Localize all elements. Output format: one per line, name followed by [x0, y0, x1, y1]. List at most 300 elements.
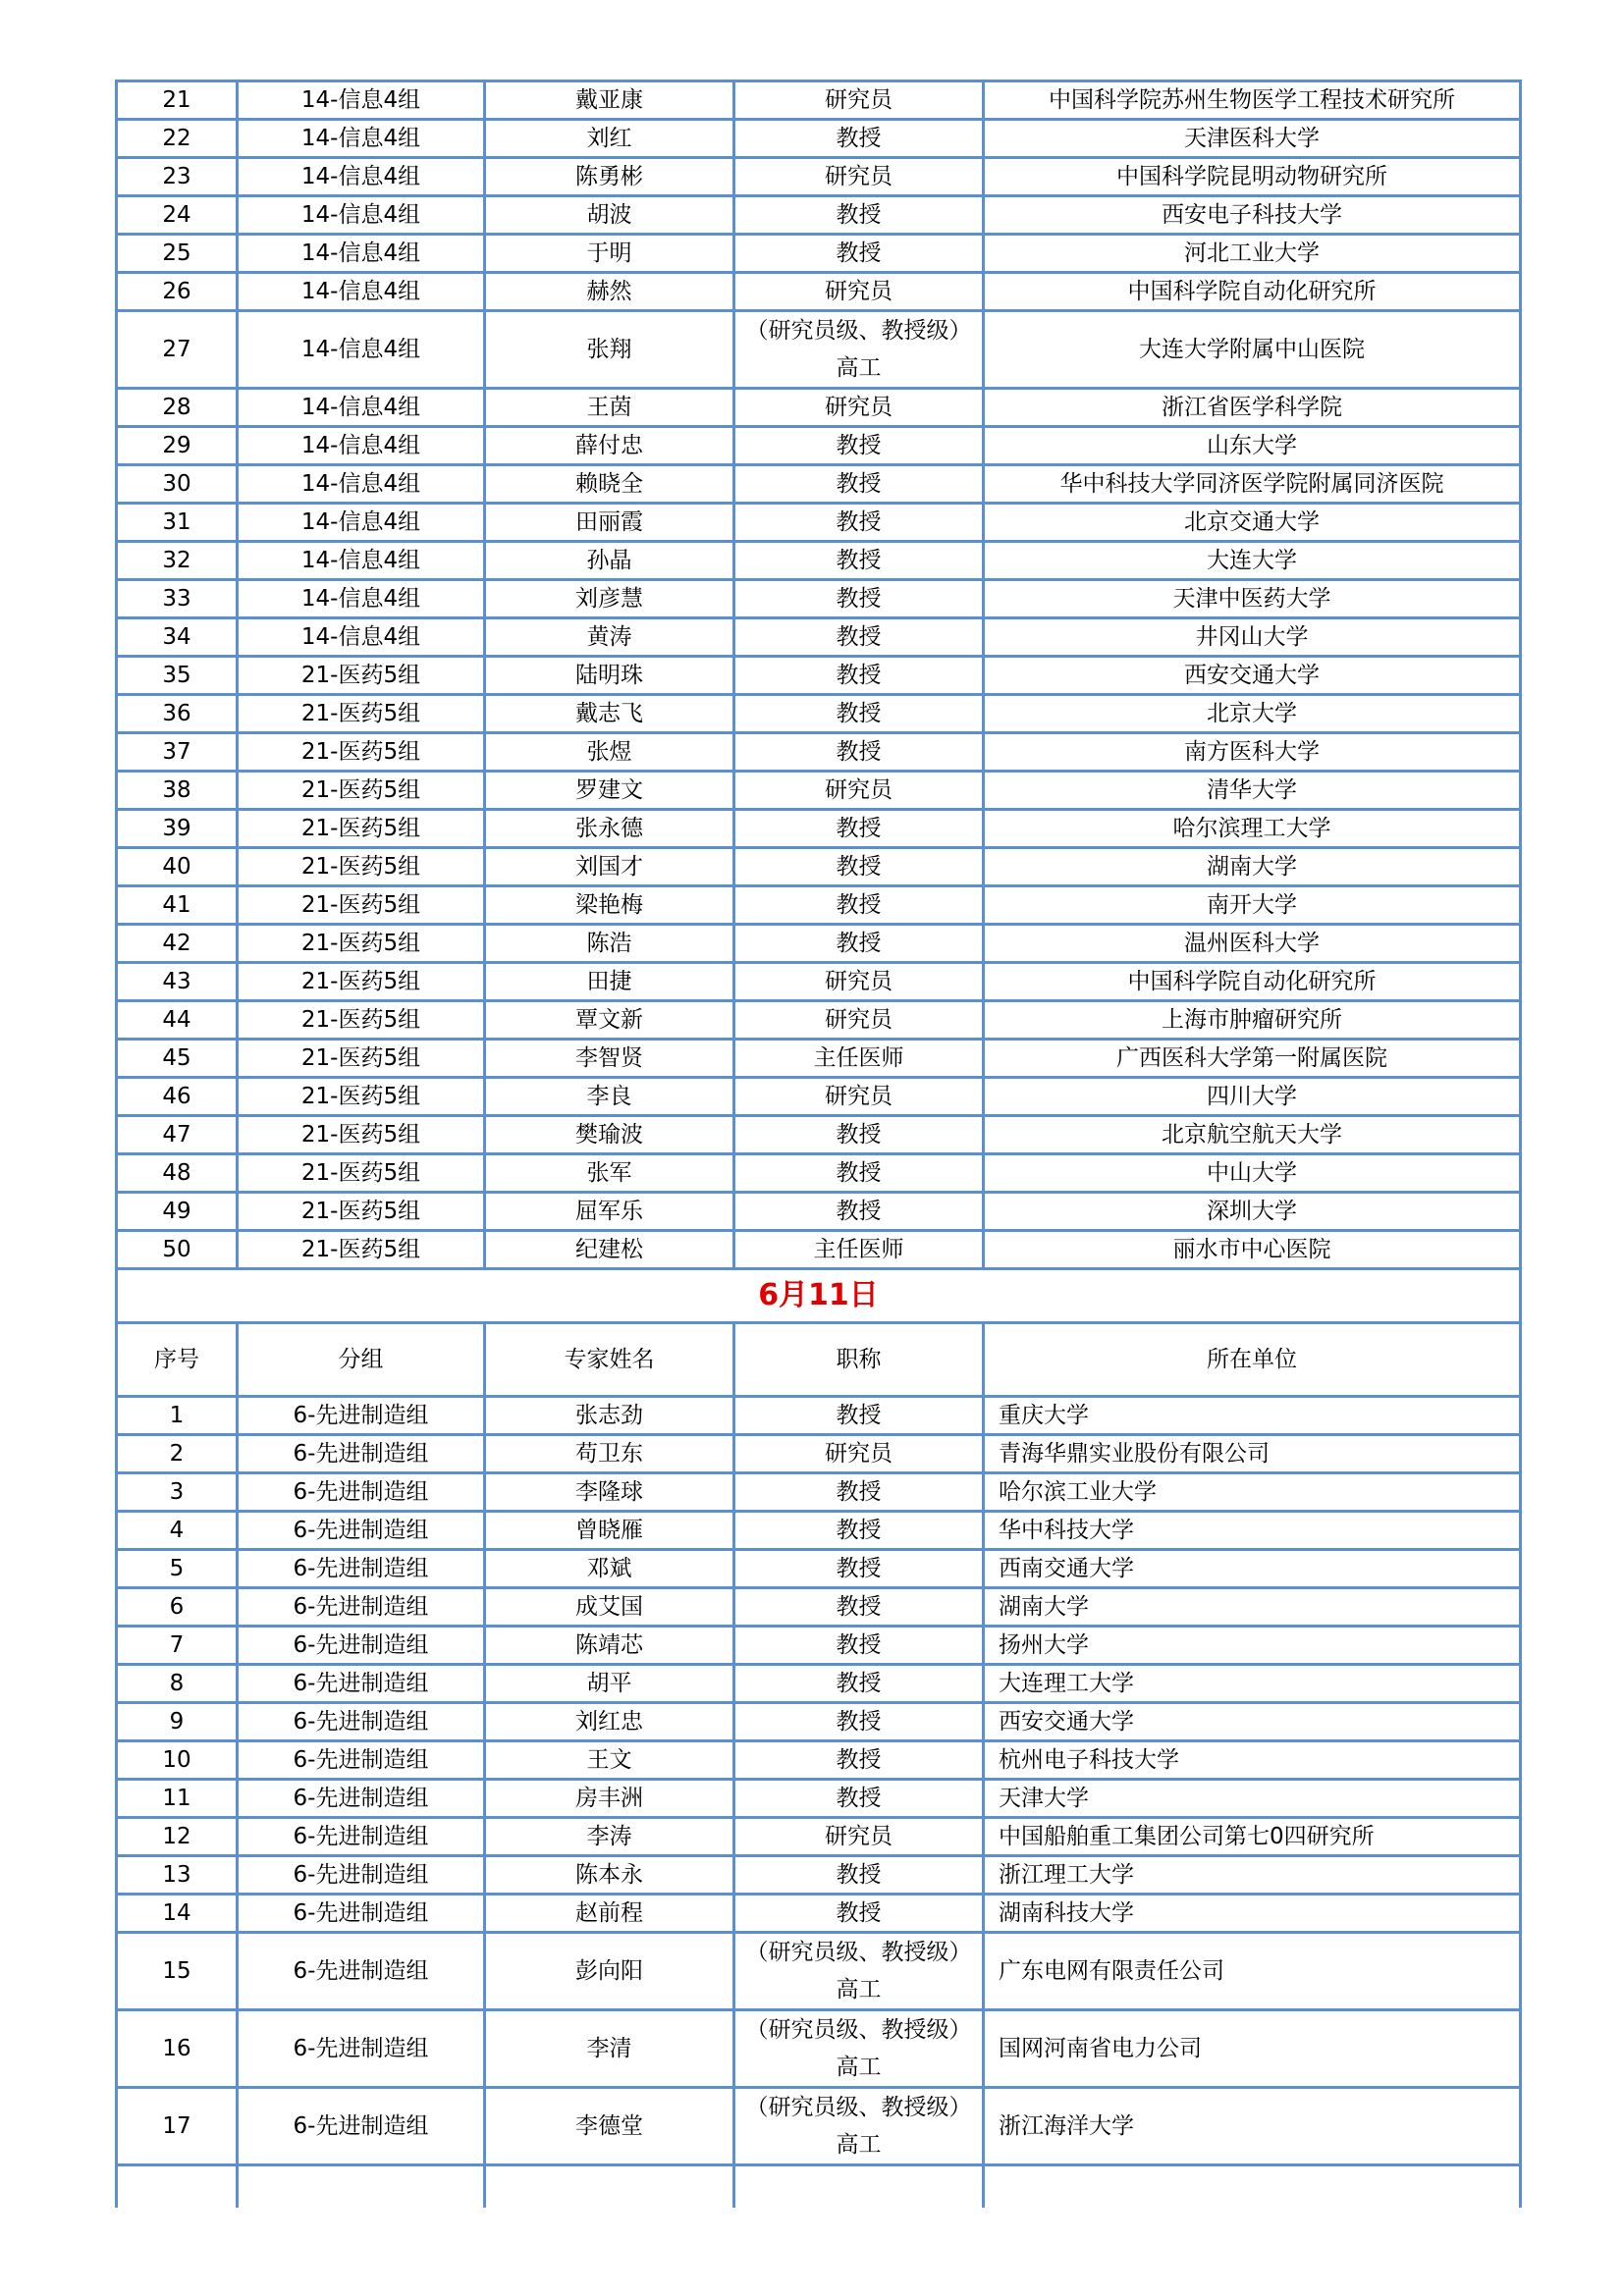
- cell-unit: 清华大学: [984, 772, 1521, 810]
- cell-no: 3: [117, 1473, 238, 1512]
- empty-cell: [984, 2165, 1521, 2209]
- cell-no: 17: [117, 2088, 238, 2165]
- table-row: [117, 1040, 1521, 1078]
- cell-name: 王文: [485, 1741, 734, 1780]
- cell-no: 45: [117, 1040, 238, 1078]
- cell-no: 25: [117, 235, 238, 273]
- cell-title: 教授: [734, 1627, 984, 1665]
- cell-title: 教授: [734, 1895, 984, 1933]
- cell-no: 47: [117, 1116, 238, 1154]
- cell-unit: 大连大学: [984, 542, 1521, 580]
- expert-list-table-container: [115, 80, 1519, 2208]
- date-section: [117, 1269, 1521, 1397]
- cell-name: 刘红: [485, 120, 734, 158]
- table-row: [117, 81, 1521, 120]
- cell-name: 李智贤: [485, 1040, 734, 1078]
- table-row: [117, 465, 1521, 504]
- cell-title: 研究员: [734, 81, 984, 120]
- cell-title: 教授: [734, 504, 984, 542]
- cell-title: 教授: [734, 1473, 984, 1512]
- cell-name: 李良: [485, 1078, 734, 1116]
- table-row: [117, 273, 1521, 311]
- table-row: [117, 1588, 1521, 1627]
- cell-title: 教授: [734, 618, 984, 657]
- cell-no: 44: [117, 1001, 238, 1040]
- cell-no: 43: [117, 963, 238, 1001]
- table-row: [117, 1001, 1521, 1040]
- cell-no: 38: [117, 772, 238, 810]
- cell-unit: 温州医科大学: [984, 925, 1521, 963]
- cell-unit: 西安交通大学: [984, 1703, 1521, 1741]
- cell-no: 48: [117, 1154, 238, 1193]
- cell-name: 陈勇彬: [485, 158, 734, 196]
- cell-no: 8: [117, 1665, 238, 1703]
- cell-group: 14-信息4组: [238, 618, 485, 657]
- header-title: 职称: [734, 1323, 984, 1397]
- table-row: [117, 504, 1521, 542]
- cell-name: 黄涛: [485, 618, 734, 657]
- cell-group: 21-医药5组: [238, 1231, 485, 1269]
- table-row: [117, 427, 1521, 465]
- table-row: [117, 311, 1521, 389]
- cell-group: 21-医药5组: [238, 886, 485, 925]
- cell-unit: 广东电网有限责任公司: [984, 1933, 1521, 2010]
- table-row: [117, 618, 1521, 657]
- cell-name: 纪建松: [485, 1231, 734, 1269]
- cell-unit: 四川大学: [984, 1078, 1521, 1116]
- empty-cell: [117, 2165, 238, 2209]
- cell-group: 6-先进制造组: [238, 1818, 485, 1856]
- cell-group: 6-先进制造组: [238, 1933, 485, 2010]
- cell-name: 樊瑜波: [485, 1116, 734, 1154]
- cell-unit: 北京大学: [984, 695, 1521, 733]
- cell-group: 21-医药5组: [238, 848, 485, 886]
- cell-unit: 深圳大学: [984, 1193, 1521, 1231]
- table-row: [117, 848, 1521, 886]
- cell-unit: 大连理工大学: [984, 1665, 1521, 1703]
- table-row: [117, 1078, 1521, 1116]
- cell-group: 14-信息4组: [238, 81, 485, 120]
- cell-no: 21: [117, 81, 238, 120]
- cell-no: 10: [117, 1741, 238, 1780]
- cell-no: 16: [117, 2010, 238, 2088]
- cell-unit: 浙江海洋大学: [984, 2088, 1521, 2165]
- cell-group: 14-信息4组: [238, 311, 485, 389]
- cell-no: 9: [117, 1703, 238, 1741]
- cell-unit: 湖南科技大学: [984, 1895, 1521, 1933]
- cell-title: 教授: [734, 733, 984, 772]
- cell-unit: 湖南大学: [984, 848, 1521, 886]
- section-1-body: [117, 81, 1521, 1269]
- table-row: [117, 1665, 1521, 1703]
- cell-group: 6-先进制造组: [238, 2088, 485, 2165]
- table-row: [117, 1550, 1521, 1588]
- cell-group: 6-先进制造组: [238, 1588, 485, 1627]
- cell-title: 教授: [734, 465, 984, 504]
- cell-name: 房丰洲: [485, 1780, 734, 1818]
- cell-group: 14-信息4组: [238, 580, 485, 618]
- cell-unit: 中国科学院昆明动物研究所: [984, 158, 1521, 196]
- cell-group: 14-信息4组: [238, 465, 485, 504]
- cell-no: 33: [117, 580, 238, 618]
- cell-title: 教授: [734, 196, 984, 235]
- cell-title: （研究员级、教授级）高工: [734, 311, 984, 389]
- cell-name: 孙晶: [485, 542, 734, 580]
- cell-title: 教授: [734, 1154, 984, 1193]
- cell-title: 教授: [734, 810, 984, 848]
- cell-unit: 井冈山大学: [984, 618, 1521, 657]
- cell-name: 于明: [485, 235, 734, 273]
- cell-title: 教授: [734, 1856, 984, 1895]
- cell-title: 教授: [734, 1588, 984, 1627]
- cell-group: 21-医药5组: [238, 925, 485, 963]
- cell-no: 34: [117, 618, 238, 657]
- cell-unit: 国网河南省电力公司: [984, 2010, 1521, 2088]
- cell-group: 6-先进制造组: [238, 1895, 485, 1933]
- cell-group: 21-医药5组: [238, 1116, 485, 1154]
- cell-title: 教授: [734, 542, 984, 580]
- cell-title: 教授: [734, 1116, 984, 1154]
- cell-title: 教授: [734, 580, 984, 618]
- cell-group: 21-医药5组: [238, 772, 485, 810]
- cell-title: 教授: [734, 695, 984, 733]
- cell-no: 2: [117, 1435, 238, 1473]
- cell-name: 成艾国: [485, 1588, 734, 1627]
- expert-list-table: [115, 80, 1522, 2208]
- cell-unit: 上海市肿瘤研究所: [984, 1001, 1521, 1040]
- cell-name: 张翔: [485, 311, 734, 389]
- cell-no: 15: [117, 1933, 238, 2010]
- cell-name: 李清: [485, 2010, 734, 2088]
- cell-title: 教授: [734, 1780, 984, 1818]
- cell-name: 邓斌: [485, 1550, 734, 1588]
- header-row: [117, 1323, 1521, 1397]
- cell-group: 6-先进制造组: [238, 1856, 485, 1895]
- cell-no: 46: [117, 1078, 238, 1116]
- cell-title: 主任医师: [734, 1231, 984, 1269]
- cell-unit: 北京交通大学: [984, 504, 1521, 542]
- cell-group: 21-医药5组: [238, 1040, 485, 1078]
- cell-no: 37: [117, 733, 238, 772]
- cell-title: 教授: [734, 1193, 984, 1231]
- cell-unit: 丽水市中心医院: [984, 1231, 1521, 1269]
- tail-section: [117, 2165, 1521, 2209]
- cell-group: 21-医药5组: [238, 1193, 485, 1231]
- cell-group: 21-医药5组: [238, 657, 485, 695]
- cell-group: 14-信息4组: [238, 196, 485, 235]
- cell-unit: 天津大学: [984, 1780, 1521, 1818]
- cell-unit: 中国科学院苏州生物医学工程技术研究所: [984, 81, 1521, 120]
- cell-title: 研究员: [734, 772, 984, 810]
- cell-no: 28: [117, 389, 238, 427]
- table-row: [117, 2010, 1521, 2088]
- table-row: [117, 1856, 1521, 1895]
- cell-name: 苟卫东: [485, 1435, 734, 1473]
- table-row: [117, 2088, 1521, 2165]
- cell-name: 赫然: [485, 273, 734, 311]
- cell-group: 14-信息4组: [238, 542, 485, 580]
- cell-name: 田捷: [485, 963, 734, 1001]
- cell-title: （研究员级、教授级）高工: [734, 2088, 984, 2165]
- cell-title: 研究员: [734, 963, 984, 1001]
- cell-unit: 哈尔滨工业大学: [984, 1473, 1521, 1512]
- cell-title: 教授: [734, 235, 984, 273]
- cell-name: 胡平: [485, 1665, 734, 1703]
- cell-title: 教授: [734, 1741, 984, 1780]
- cell-group: 6-先进制造组: [238, 1512, 485, 1550]
- cell-title: 教授: [734, 1550, 984, 1588]
- cell-no: 36: [117, 695, 238, 733]
- cell-no: 4: [117, 1512, 238, 1550]
- cell-no: 30: [117, 465, 238, 504]
- cell-no: 23: [117, 158, 238, 196]
- cell-no: 6: [117, 1588, 238, 1627]
- cell-group: 6-先进制造组: [238, 1397, 485, 1435]
- cell-title: 主任医师: [734, 1040, 984, 1078]
- header-unit: 所在单位: [984, 1323, 1521, 1397]
- table-row: [117, 1512, 1521, 1550]
- table-row: [117, 772, 1521, 810]
- cell-unit: 西南交通大学: [984, 1550, 1521, 1588]
- cell-unit: 浙江理工大学: [984, 1856, 1521, 1895]
- cell-no: 12: [117, 1818, 238, 1856]
- cell-name: 李涛: [485, 1818, 734, 1856]
- cell-group: 14-信息4组: [238, 427, 485, 465]
- cell-unit: 河北工业大学: [984, 235, 1521, 273]
- cell-title: 研究员: [734, 389, 984, 427]
- cell-group: 14-信息4组: [238, 120, 485, 158]
- cell-no: 31: [117, 504, 238, 542]
- cell-name: 李德堂: [485, 2088, 734, 2165]
- cell-unit: 西安电子科技大学: [984, 196, 1521, 235]
- cell-unit: 广西医科大学第一附属医院: [984, 1040, 1521, 1078]
- header-group: 分组: [238, 1323, 485, 1397]
- cell-title: 教授: [734, 1397, 984, 1435]
- cell-name: 张永德: [485, 810, 734, 848]
- table-row: [117, 580, 1521, 618]
- cell-title: 研究员: [734, 273, 984, 311]
- cell-title: 研究员: [734, 1818, 984, 1856]
- cell-unit: 中山大学: [984, 1154, 1521, 1193]
- table-row: [117, 1895, 1521, 1933]
- cell-name: 陆明珠: [485, 657, 734, 695]
- cell-unit: 浙江省医学科学院: [984, 389, 1521, 427]
- cell-unit: 扬州大学: [984, 1627, 1521, 1665]
- header-no: 序号: [117, 1323, 238, 1397]
- cell-group: 6-先进制造组: [238, 1780, 485, 1818]
- cell-no: 42: [117, 925, 238, 963]
- cell-no: 32: [117, 542, 238, 580]
- cell-name: 覃文新: [485, 1001, 734, 1040]
- cell-title: 研究员: [734, 1078, 984, 1116]
- cell-name: 陈本永: [485, 1856, 734, 1895]
- cell-name: 张志劲: [485, 1397, 734, 1435]
- cell-no: 24: [117, 196, 238, 235]
- table-row: [117, 1231, 1521, 1269]
- table-row: [117, 1154, 1521, 1193]
- cell-group: 21-医药5组: [238, 1078, 485, 1116]
- cell-no: 13: [117, 1856, 238, 1895]
- cell-title: 教授: [734, 657, 984, 695]
- cell-group: 6-先进制造组: [238, 1665, 485, 1703]
- cell-name: 张军: [485, 1154, 734, 1193]
- cell-group: 21-医药5组: [238, 1001, 485, 1040]
- header-name: 专家姓名: [485, 1323, 734, 1397]
- table-row: [117, 1780, 1521, 1818]
- cell-group: 21-医药5组: [238, 963, 485, 1001]
- table-row: [117, 196, 1521, 235]
- cell-name: 李隆球: [485, 1473, 734, 1512]
- table-row: [117, 1435, 1521, 1473]
- cell-title: 教授: [734, 886, 984, 925]
- cell-unit: 天津中医药大学: [984, 580, 1521, 618]
- date-banner-row: [117, 1269, 1521, 1323]
- cell-name: 屈军乐: [485, 1193, 734, 1231]
- empty-cell: [485, 2165, 734, 2209]
- cell-title: 研究员: [734, 158, 984, 196]
- table-row: [117, 1473, 1521, 1512]
- table-row: [117, 1627, 1521, 1665]
- table-row: [117, 1933, 1521, 2010]
- cell-name: 梁艳梅: [485, 886, 734, 925]
- cell-name: 刘国才: [485, 848, 734, 886]
- cell-unit: 杭州电子科技大学: [984, 1741, 1521, 1780]
- cell-no: 41: [117, 886, 238, 925]
- cell-unit: 湖南大学: [984, 1588, 1521, 1627]
- cell-group: 14-信息4组: [238, 235, 485, 273]
- cell-name: 彭向阳: [485, 1933, 734, 2010]
- cell-no: 5: [117, 1550, 238, 1588]
- cell-group: 6-先进制造组: [238, 1435, 485, 1473]
- cell-no: 26: [117, 273, 238, 311]
- cell-group: 14-信息4组: [238, 158, 485, 196]
- cell-name: 刘红忠: [485, 1703, 734, 1741]
- cell-unit: 中国科学院自动化研究所: [984, 273, 1521, 311]
- cell-title: 教授: [734, 848, 984, 886]
- cell-group: 21-医药5组: [238, 1154, 485, 1193]
- cell-no: 40: [117, 848, 238, 886]
- cell-no: 50: [117, 1231, 238, 1269]
- cell-title: 教授: [734, 1665, 984, 1703]
- cell-group: 21-医药5组: [238, 733, 485, 772]
- cell-unit: 重庆大学: [984, 1397, 1521, 1435]
- cell-title: （研究员级、教授级）高工: [734, 2010, 984, 2088]
- cell-unit: 南开大学: [984, 886, 1521, 925]
- table-row: [117, 1741, 1521, 1780]
- cell-group: 14-信息4组: [238, 389, 485, 427]
- cell-name: 赵前程: [485, 1895, 734, 1933]
- cell-unit: 大连大学附属中山医院: [984, 311, 1521, 389]
- table-row: [117, 1818, 1521, 1856]
- table-row: [117, 1703, 1521, 1741]
- table-row: [117, 657, 1521, 695]
- cell-group: 14-信息4组: [238, 504, 485, 542]
- cell-name: 胡波: [485, 196, 734, 235]
- cell-unit: 西安交通大学: [984, 657, 1521, 695]
- cell-name: 戴亚康: [485, 81, 734, 120]
- cell-title: 研究员: [734, 1001, 984, 1040]
- table-row: [117, 695, 1521, 733]
- cell-name: 曾晓雁: [485, 1512, 734, 1550]
- cell-unit: 山东大学: [984, 427, 1521, 465]
- cell-no: 27: [117, 311, 238, 389]
- empty-cell: [734, 2165, 984, 2209]
- cell-group: 6-先进制造组: [238, 1703, 485, 1741]
- cell-no: 11: [117, 1780, 238, 1818]
- cell-name: 刘彦慧: [485, 580, 734, 618]
- cell-name: 薛付忠: [485, 427, 734, 465]
- cell-name: 陈浩: [485, 925, 734, 963]
- cell-no: 7: [117, 1627, 238, 1665]
- table-row: [117, 1397, 1521, 1435]
- cell-no: 1: [117, 1397, 238, 1435]
- cell-name: 田丽霞: [485, 504, 734, 542]
- table-row: [117, 810, 1521, 848]
- cell-no: 29: [117, 427, 238, 465]
- cell-unit: 中国科学院自动化研究所: [984, 963, 1521, 1001]
- cell-group: 21-医药5组: [238, 695, 485, 733]
- cell-group: 6-先进制造组: [238, 1473, 485, 1512]
- date-banner: 6月11日: [117, 1269, 1521, 1323]
- empty-cell: [238, 2165, 485, 2209]
- table-row: [117, 925, 1521, 963]
- cell-name: 罗建文: [485, 772, 734, 810]
- cell-group: 6-先进制造组: [238, 1627, 485, 1665]
- cell-title: 教授: [734, 427, 984, 465]
- cell-name: 赖晓全: [485, 465, 734, 504]
- cell-no: 49: [117, 1193, 238, 1231]
- cell-unit: 华中科技大学同济医学院附属同济医院: [984, 465, 1521, 504]
- cell-group: 6-先进制造组: [238, 1741, 485, 1780]
- cell-no: 22: [117, 120, 238, 158]
- cell-no: 39: [117, 810, 238, 848]
- cell-group: 6-先进制造组: [238, 2010, 485, 2088]
- cell-unit: 中国船舶重工集团公司第七0四研究所: [984, 1818, 1521, 1856]
- cell-unit: 天津医科大学: [984, 120, 1521, 158]
- cell-no: 14: [117, 1895, 238, 1933]
- cell-title: 教授: [734, 1512, 984, 1550]
- cell-unit: 华中科技大学: [984, 1512, 1521, 1550]
- cell-title: （研究员级、教授级）高工: [734, 1933, 984, 2010]
- section-2-body: [117, 1397, 1521, 2165]
- table-row: [117, 1116, 1521, 1154]
- cell-unit: 青海华鼎实业股份有限公司: [984, 1435, 1521, 1473]
- cell-unit: 北京航空航天大学: [984, 1116, 1521, 1154]
- cell-name: 戴志飞: [485, 695, 734, 733]
- cell-name: 张煜: [485, 733, 734, 772]
- table-row: [117, 235, 1521, 273]
- cell-no: 35: [117, 657, 238, 695]
- empty-row: [117, 2165, 1521, 2209]
- cell-name: 陈靖芯: [485, 1627, 734, 1665]
- cell-title: 研究员: [734, 1435, 984, 1473]
- cell-group: 21-医药5组: [238, 810, 485, 848]
- cell-group: 6-先进制造组: [238, 1550, 485, 1588]
- cell-unit: 哈尔滨理工大学: [984, 810, 1521, 848]
- cell-title: 教授: [734, 925, 984, 963]
- cell-name: 王茵: [485, 389, 734, 427]
- table-row: [117, 733, 1521, 772]
- table-row: [117, 120, 1521, 158]
- cell-title: 教授: [734, 120, 984, 158]
- table-row: [117, 1193, 1521, 1231]
- table-row: [117, 542, 1521, 580]
- table-row: [117, 886, 1521, 925]
- table-row: [117, 158, 1521, 196]
- cell-title: 教授: [734, 1703, 984, 1741]
- cell-unit: 南方医科大学: [984, 733, 1521, 772]
- table-row: [117, 389, 1521, 427]
